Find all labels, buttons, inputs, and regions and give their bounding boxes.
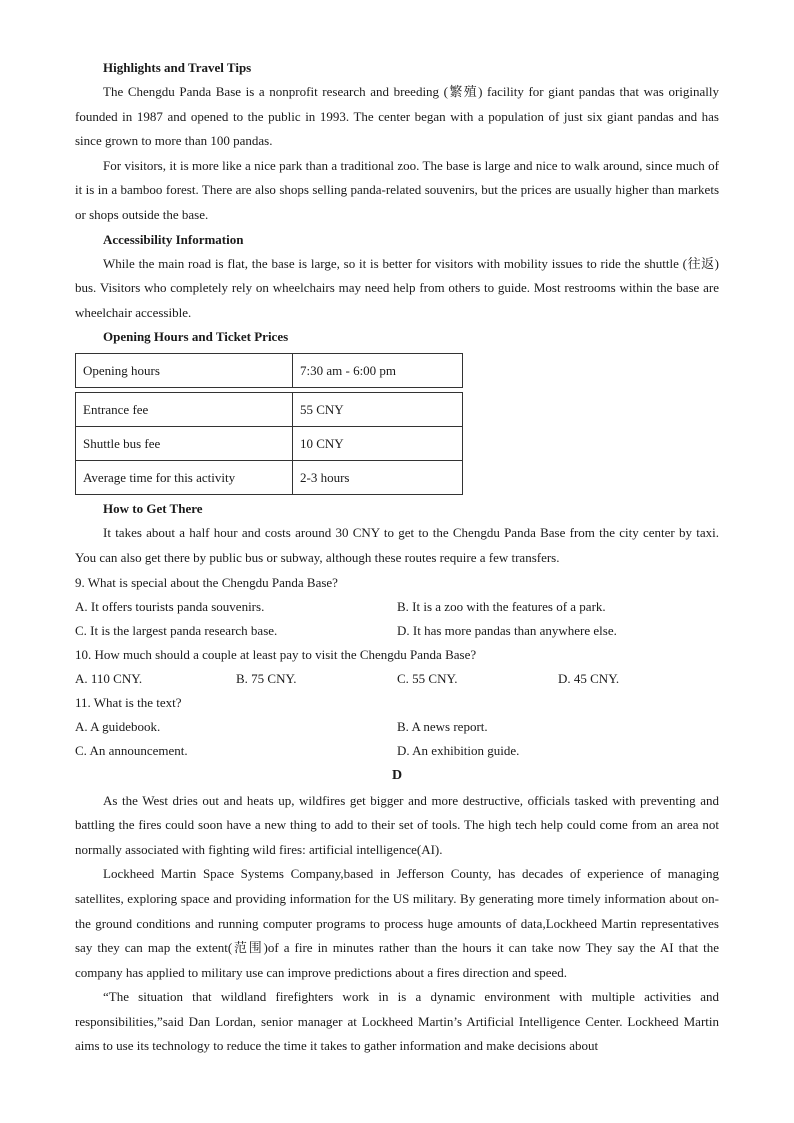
option-b: B. It is a zoo with the features of a park. [397, 598, 606, 614]
paragraph-visitor-tips: For visitors, it is more like a nice park than a traditional zoo. The base is large and nice to walk around, since much of it is in a bamboo forest. There are also shops selling panda-related souvenirs, but the prices are usually higher than markets or shops outside the base. [75, 157, 719, 222]
table-row [76, 461, 463, 495]
option-c: C. 55 CNY. [397, 670, 458, 686]
option-b: B. A news report. [397, 718, 488, 734]
option-c: C. An announcement. [75, 742, 188, 758]
question-11-options-row2 [75, 739, 719, 763]
table-cell-label: Average time for this activity [76, 461, 293, 495]
paragraph-lockheed-martin: Lockheed Martin Space Systems Company,based in Jefferson County, has decades of experience of managing satellites, exploring space and providing information for the US military. By generating more timely information about on-the ground conditions and running computer programs to process huge amounts of data,Lockheed Martin representatives say they can map the extent(范围)of a fire in minutes rather than the hours it can take now They say the AI that the company has applied to military use can improve predictions about a fires direction and speed. [75, 866, 719, 980]
table-cell-value: 7:30 am - 6:00 pm [293, 354, 463, 388]
option-a: A. It offers tourists panda souvenirs. [75, 598, 265, 614]
section-letter-d: D [391, 767, 403, 783]
paragraph-accessibility: While the main road is flat, the base is large, so it is better for visitors with mobility issues to ride the shuttle (往返) bus. Visitors who completely rely on wheelchairs may need help from others to guide. Most restrooms within the base are wheelchair accessible. [75, 255, 719, 320]
paragraph-dan-lordan-quote: “The situation that wildland firefighters work in is a dynamic environment with multiple activities and responsibilities,”said Dan Lordan, senior manager at Lockheed Martin’s Artificial Intelligence Center. Lockheed Martin aims to use its technology to reduce the time it takes to gather information and make decisions about [75, 989, 719, 1054]
option-b: B. 75 CNY. [236, 670, 297, 686]
table-cell-value: 10 CNY [293, 427, 463, 461]
heading-how-to-get-there: How to Get There [103, 501, 203, 517]
table-cell-label: Entrance fee [76, 393, 293, 427]
option-d: D. An exhibition guide. [397, 742, 520, 758]
table-cell-label: Shuttle bus fee [76, 427, 293, 461]
question-10-options [75, 667, 719, 691]
table-row [76, 393, 463, 427]
opening-hours-table [75, 353, 463, 388]
question-11: 11. What is the text? [75, 694, 182, 710]
question-9-options-row2 [75, 619, 719, 643]
heading-accessibility: Accessibility Information [103, 231, 244, 247]
paragraph-directions: It takes about a half hour and costs around 30 CNY to get to the Chengdu Panda Base from the city center by taxi. You can also get there by public bus or subway, although these routes require a few transfers. [75, 525, 719, 565]
option-d: D. It has more pandas than anywhere else. [397, 622, 617, 638]
question-9: 9. What is special about the Chengdu Panda Base? [75, 574, 338, 590]
table-row [76, 427, 463, 461]
option-a: A. A guidebook. [75, 718, 161, 734]
option-d: D. 45 CNY. [558, 670, 620, 686]
paragraph-panda-base-intro: The Chengdu Panda Base is a nonprofit research and breeding (繁殖) facility for giant pandas that was originally founded in 1987 and opened to the public in 1993. The center began with a population of just six giant pandas and has since grown to more than 100 pandas. [75, 84, 719, 149]
heading-opening-hours: Opening Hours and Ticket Prices [103, 329, 289, 345]
heading-highlights: Highlights and Travel Tips [103, 60, 252, 75]
question-10: 10. How much should a couple at least pay to visit the Chengdu Panda Base? [75, 646, 477, 662]
option-a: A. 110 CNY. [75, 670, 143, 686]
ticket-prices-table [75, 392, 463, 495]
document-page [75, 56, 719, 1059]
paragraph-wildfires-ai: As the West dries out and heats up, wildfires get bigger and more destructive, officials tasked with preventing and battling the fires could soon have a new thing to add to their set of tools. The high tech help could come from an area not normally associated with fighting wild fires: artificial intelligence(AI). [75, 792, 719, 857]
option-c: C. It is the largest panda research base. [75, 622, 278, 638]
table-cell-value: 55 CNY [293, 393, 463, 427]
table-row [76, 354, 463, 388]
table-cell-label: Opening hours [76, 354, 293, 388]
table-cell-value: 2-3 hours [293, 461, 463, 495]
question-9-options-row1 [75, 595, 719, 619]
question-11-options-row1 [75, 715, 719, 739]
